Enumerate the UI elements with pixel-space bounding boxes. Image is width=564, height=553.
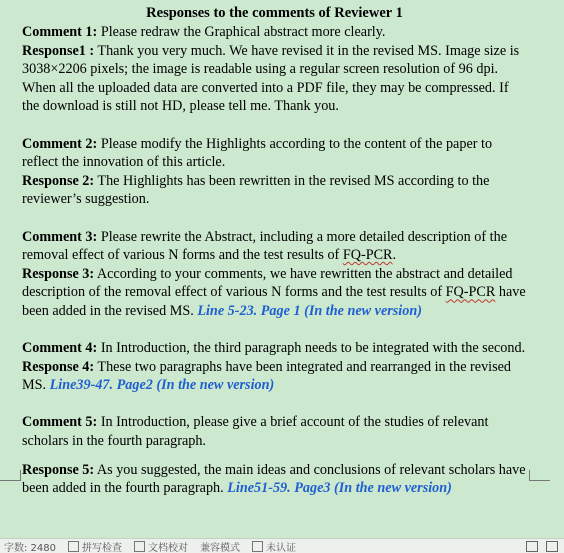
shield-icon	[252, 541, 263, 552]
doc-proof-button[interactable]: 文档校对	[134, 539, 188, 553]
comment-label: Comment 3:	[22, 228, 98, 245]
line-reference: Line39-47. Page2 (In the new version)	[49, 377, 275, 394]
certification-button[interactable]: 未认证	[252, 539, 296, 553]
response-text: According to your comments, we have rewritten the abstract and detailed description of the removal effect of various N forms and the test results of	[22, 265, 513, 301]
response-text: Thank you very much. We have revised it in the revised MS. Image size is 3038×2206 pixels; the image is readable using a regular screen resolution of 96 dpi. When all the uploaded data are converted into a PDF file, they may be compressed. If the download is still not HD, please tell me. Thank you.	[22, 42, 520, 115]
comment-2	[22, 135, 527, 172]
document-title: Responses to the comments of Reviewer 1	[146, 5, 403, 21]
response-label: Response 3:	[22, 265, 95, 282]
comment-label: Comment 2:	[22, 135, 98, 152]
line-reference: Line51-59. Page3 (In the new version)	[227, 480, 452, 497]
spell-flag-fqpcr[interactable]: FQ-PCR	[445, 284, 496, 301]
response-5	[22, 461, 527, 498]
response-label: Response 4:	[22, 358, 95, 375]
reading-mode-icon[interactable]	[546, 541, 558, 552]
compat-mode-label: 兼容模式	[200, 542, 240, 553]
response-3: Response 3: According to your comments, we have rewritten the abstract and detailed description of the removal effect of various N forms and the test results of FQ-PCR have been added in the revised MS. Line 5-23. Page 1 (In the new version)	[22, 265, 526, 319]
comment-label: Comment 4:	[22, 340, 98, 357]
comment-3: Comment 3: Please rewrite the Abstract, including a more detailed description of the removal effect of various N forms and the test results of FQ-PCR.	[22, 228, 507, 264]
comment-4	[22, 339, 527, 358]
word-count[interactable]: 字数: 2480	[4, 542, 56, 553]
comment-5	[22, 413, 527, 450]
document-body[interactable]	[22, 4, 527, 498]
page-margin-corner-left	[0, 470, 21, 481]
response-4	[22, 358, 527, 395]
response-text: As you suggested, the main ideas and conclusions of relevant scholars have been added in the fourth paragraph.	[22, 461, 526, 497]
response-label: Response 2:	[22, 172, 95, 189]
checkbox-icon	[68, 541, 79, 552]
response-label: Response 5:	[22, 461, 95, 478]
response-1	[22, 42, 527, 116]
comment-1	[22, 23, 527, 42]
response-text: The Highlights has been rewritten in the revised MS according to the reviewer’s suggestion.	[22, 172, 490, 208]
comment-text: Please rewrite the Abstract, including a more detailed description of the removal effect of various N forms and the test results of	[22, 228, 507, 264]
proof-icon	[134, 541, 145, 552]
response-2	[22, 172, 527, 209]
comment-text: In Introduction, the third paragraph needs to be integrated with the second.	[97, 340, 526, 357]
comment-label: Comment 1:	[22, 24, 98, 40]
comment-text: Please modify the Highlights according to the content of the paper to reflect the innovation of this article.	[22, 135, 493, 171]
comment-label: Comment 5:	[22, 414, 98, 431]
fullscreen-icon[interactable]	[526, 541, 538, 552]
status-bar	[0, 538, 564, 553]
line-reference: Line 5-23. Page 1 (In the new version)	[197, 302, 422, 319]
spell-check-button[interactable]: 拼写检查	[68, 539, 122, 553]
comment-text: Please redraw the Graphical abstract more clearly.	[97, 24, 386, 40]
spell-flag-fqpcr[interactable]: FQ-PCR	[342, 247, 393, 264]
page-margin-corner-right	[529, 470, 550, 481]
comment-text: In Introduction, please give a brief account of the studies of relevant scholars in the fourth paragraph.	[22, 414, 489, 450]
response-text: These two paragraphs have been integrated and rearranged in the revised MS.	[22, 358, 512, 394]
response-label: Response1 :	[22, 42, 95, 59]
